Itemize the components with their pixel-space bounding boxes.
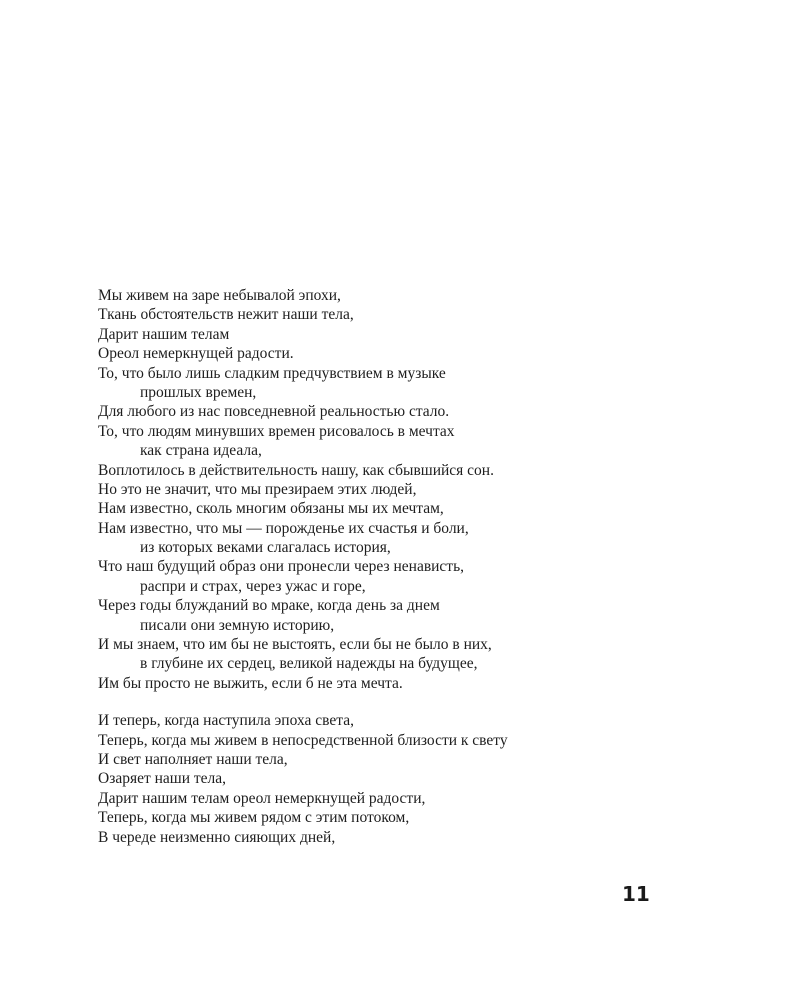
poem-line-continuation: писали они земную историю, bbox=[140, 616, 335, 634]
poem-line: Им бы просто не выжить, если б не эта мечта. bbox=[98, 674, 403, 692]
poem-line: Ореол немеркнущей радости. bbox=[98, 345, 294, 363]
poem-line: Нам известно, что мы — порожденье их счастья и боли, bbox=[98, 519, 469, 537]
poem-line-continuation: распри и страх, через ужас и горе, bbox=[140, 577, 366, 595]
poem-line: Дарит нашим телам ореол немеркнущей радости, bbox=[98, 789, 426, 807]
poem-line: И свет наполняет наши тела, bbox=[98, 750, 288, 768]
poem-line: Что наш будущий образ они пронесли через ненависть, bbox=[98, 558, 465, 576]
poem-line: В череде неизменно сияющих дней, bbox=[98, 828, 336, 846]
poem-line: Ткань обстоятельств нежит наши тела, bbox=[98, 306, 354, 324]
poem-line: Но это не значит, что мы презираем этих людей, bbox=[98, 480, 417, 498]
poem-line: То, что было лишь сладким предчувствием в музыке bbox=[98, 364, 446, 382]
stanza bbox=[98, 286, 698, 693]
poem-line-continuation: как страна идеала, bbox=[140, 442, 262, 460]
poem-line: Озаряет наши тела, bbox=[98, 770, 227, 788]
poem-line-continuation: из которых веками слагалась история, bbox=[140, 539, 391, 557]
poem-line: И теперь, когда наступила эпоха света, bbox=[98, 712, 354, 730]
poem-line: Теперь, когда мы живем в непосредственной близости к свету bbox=[98, 731, 508, 749]
poem-line-continuation: прошлых времен, bbox=[140, 383, 257, 401]
poem-line: Мы живем на заре небывалой эпохи, bbox=[98, 287, 341, 304]
poem-line: Для любого из нас повседневной реальностью стало. bbox=[98, 403, 450, 421]
poem-text bbox=[98, 286, 698, 847]
poem-line: Нам известно, сколь многим обязаны мы их мечтам, bbox=[98, 500, 444, 518]
page-number: 11 bbox=[622, 882, 650, 906]
poem-line: То, что людям минувших времен рисовалось в мечтах bbox=[98, 422, 455, 440]
poem-line: Через годы блужданий во мраке, когда день за днем bbox=[98, 597, 440, 615]
poem-line: И мы знаем, что им бы не выстоять, если бы не было в них, bbox=[98, 636, 492, 654]
poem-line: Теперь, когда мы живем рядом с этим потоком, bbox=[98, 809, 410, 827]
stanza bbox=[98, 711, 698, 847]
poem-line: Воплотилось в действительность нашу, как сбывшийся сон. bbox=[98, 461, 494, 479]
poem-line-continuation: в глубине их сердец, великой надежды на будущее, bbox=[140, 655, 478, 673]
poem-line: Дарит нашим телам bbox=[98, 325, 230, 343]
